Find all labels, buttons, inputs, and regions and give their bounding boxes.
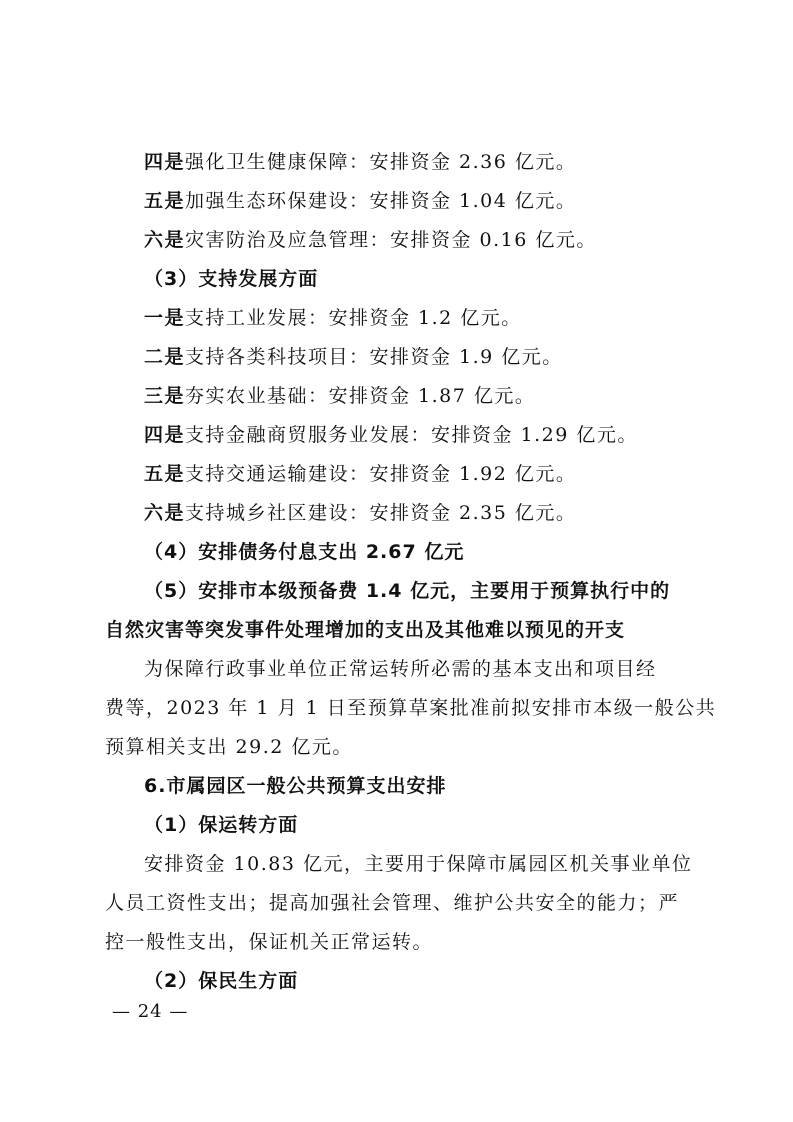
item-lead: 四是 [144,424,186,446]
item-text: 支持交通运输建设：安排资金 1.92 亿元。 [185,463,577,485]
item-text: 强化卫生健康保障：安排资金 2.36 亿元。 [185,151,577,173]
list-item [144,345,744,369]
item-lead: 五是 [144,190,186,212]
item-lead: 四是 [144,151,186,173]
page-number: — 24 — [112,1001,189,1022]
list-item [144,462,744,486]
paragraph-line: 预算相关支出 29.2 亿元。 [105,736,353,758]
item-text: 支持金融商贸服务业发展：安排资金 1.29 亿元。 [185,424,638,446]
section-heading: （2）保民生方面 [144,970,299,992]
paragraph-line: 安排资金 10.83 亿元，主要用于保障市属园区机关事业单位 [144,853,693,875]
section-heading: （3）支持发展方面 [144,268,319,290]
item-text: 夯实农业基础：安排资金 1.87 亿元。 [185,385,536,407]
list-item [144,228,744,252]
paragraph-line: 控一般性支出，保证机关正常运转。 [105,931,434,953]
item-lead: 二是 [144,346,186,368]
paragraph-line: 费等，2023 年 1 月 1 日至预算草案批准前拟安排市本级一般公共 [105,697,717,719]
item-text: 支持工业发展：安排资金 1.2 亿元。 [185,307,522,329]
list-item [144,150,744,174]
section-heading-continued: 自然灾害等突发事件处理增加的支出及其他难以预见的开支 [105,619,626,641]
item-lead: 六是 [144,229,186,251]
paragraph-line: 人员工资性支出；提高加强社会管理、维护公共安全的能力；严 [105,892,680,914]
list-item [144,306,744,330]
section-heading: 6.市属园区一般公共预算支出安排 [144,775,447,797]
item-text: 支持城乡社区建设：安排资金 2.35 亿元。 [185,502,577,524]
item-text: 支持各类科技项目：安排资金 1.9 亿元。 [185,346,563,368]
item-text: 加强生态环保建设：安排资金 1.04 亿元。 [185,190,577,212]
item-lead: 六是 [144,502,186,524]
item-text: 灾害防治及应急管理：安排资金 0.16 亿元。 [185,229,597,251]
list-item [144,384,744,408]
list-item [144,423,744,447]
list-item [144,501,744,525]
paragraph-line: 为保障行政事业单位正常运转所必需的基本支出和项目经 [144,658,657,680]
section-heading: （4）安排债务付息支出 2.67 亿元 [144,541,465,563]
item-lead: 五是 [144,463,186,485]
item-lead: 一是 [144,307,186,329]
item-lead: 三是 [144,385,186,407]
section-heading: （1）保运转方面 [144,814,299,836]
list-item [144,189,744,213]
section-heading: （5）安排市本级预备费 1.4 亿元，主要用于预算执行中的 [144,580,671,602]
